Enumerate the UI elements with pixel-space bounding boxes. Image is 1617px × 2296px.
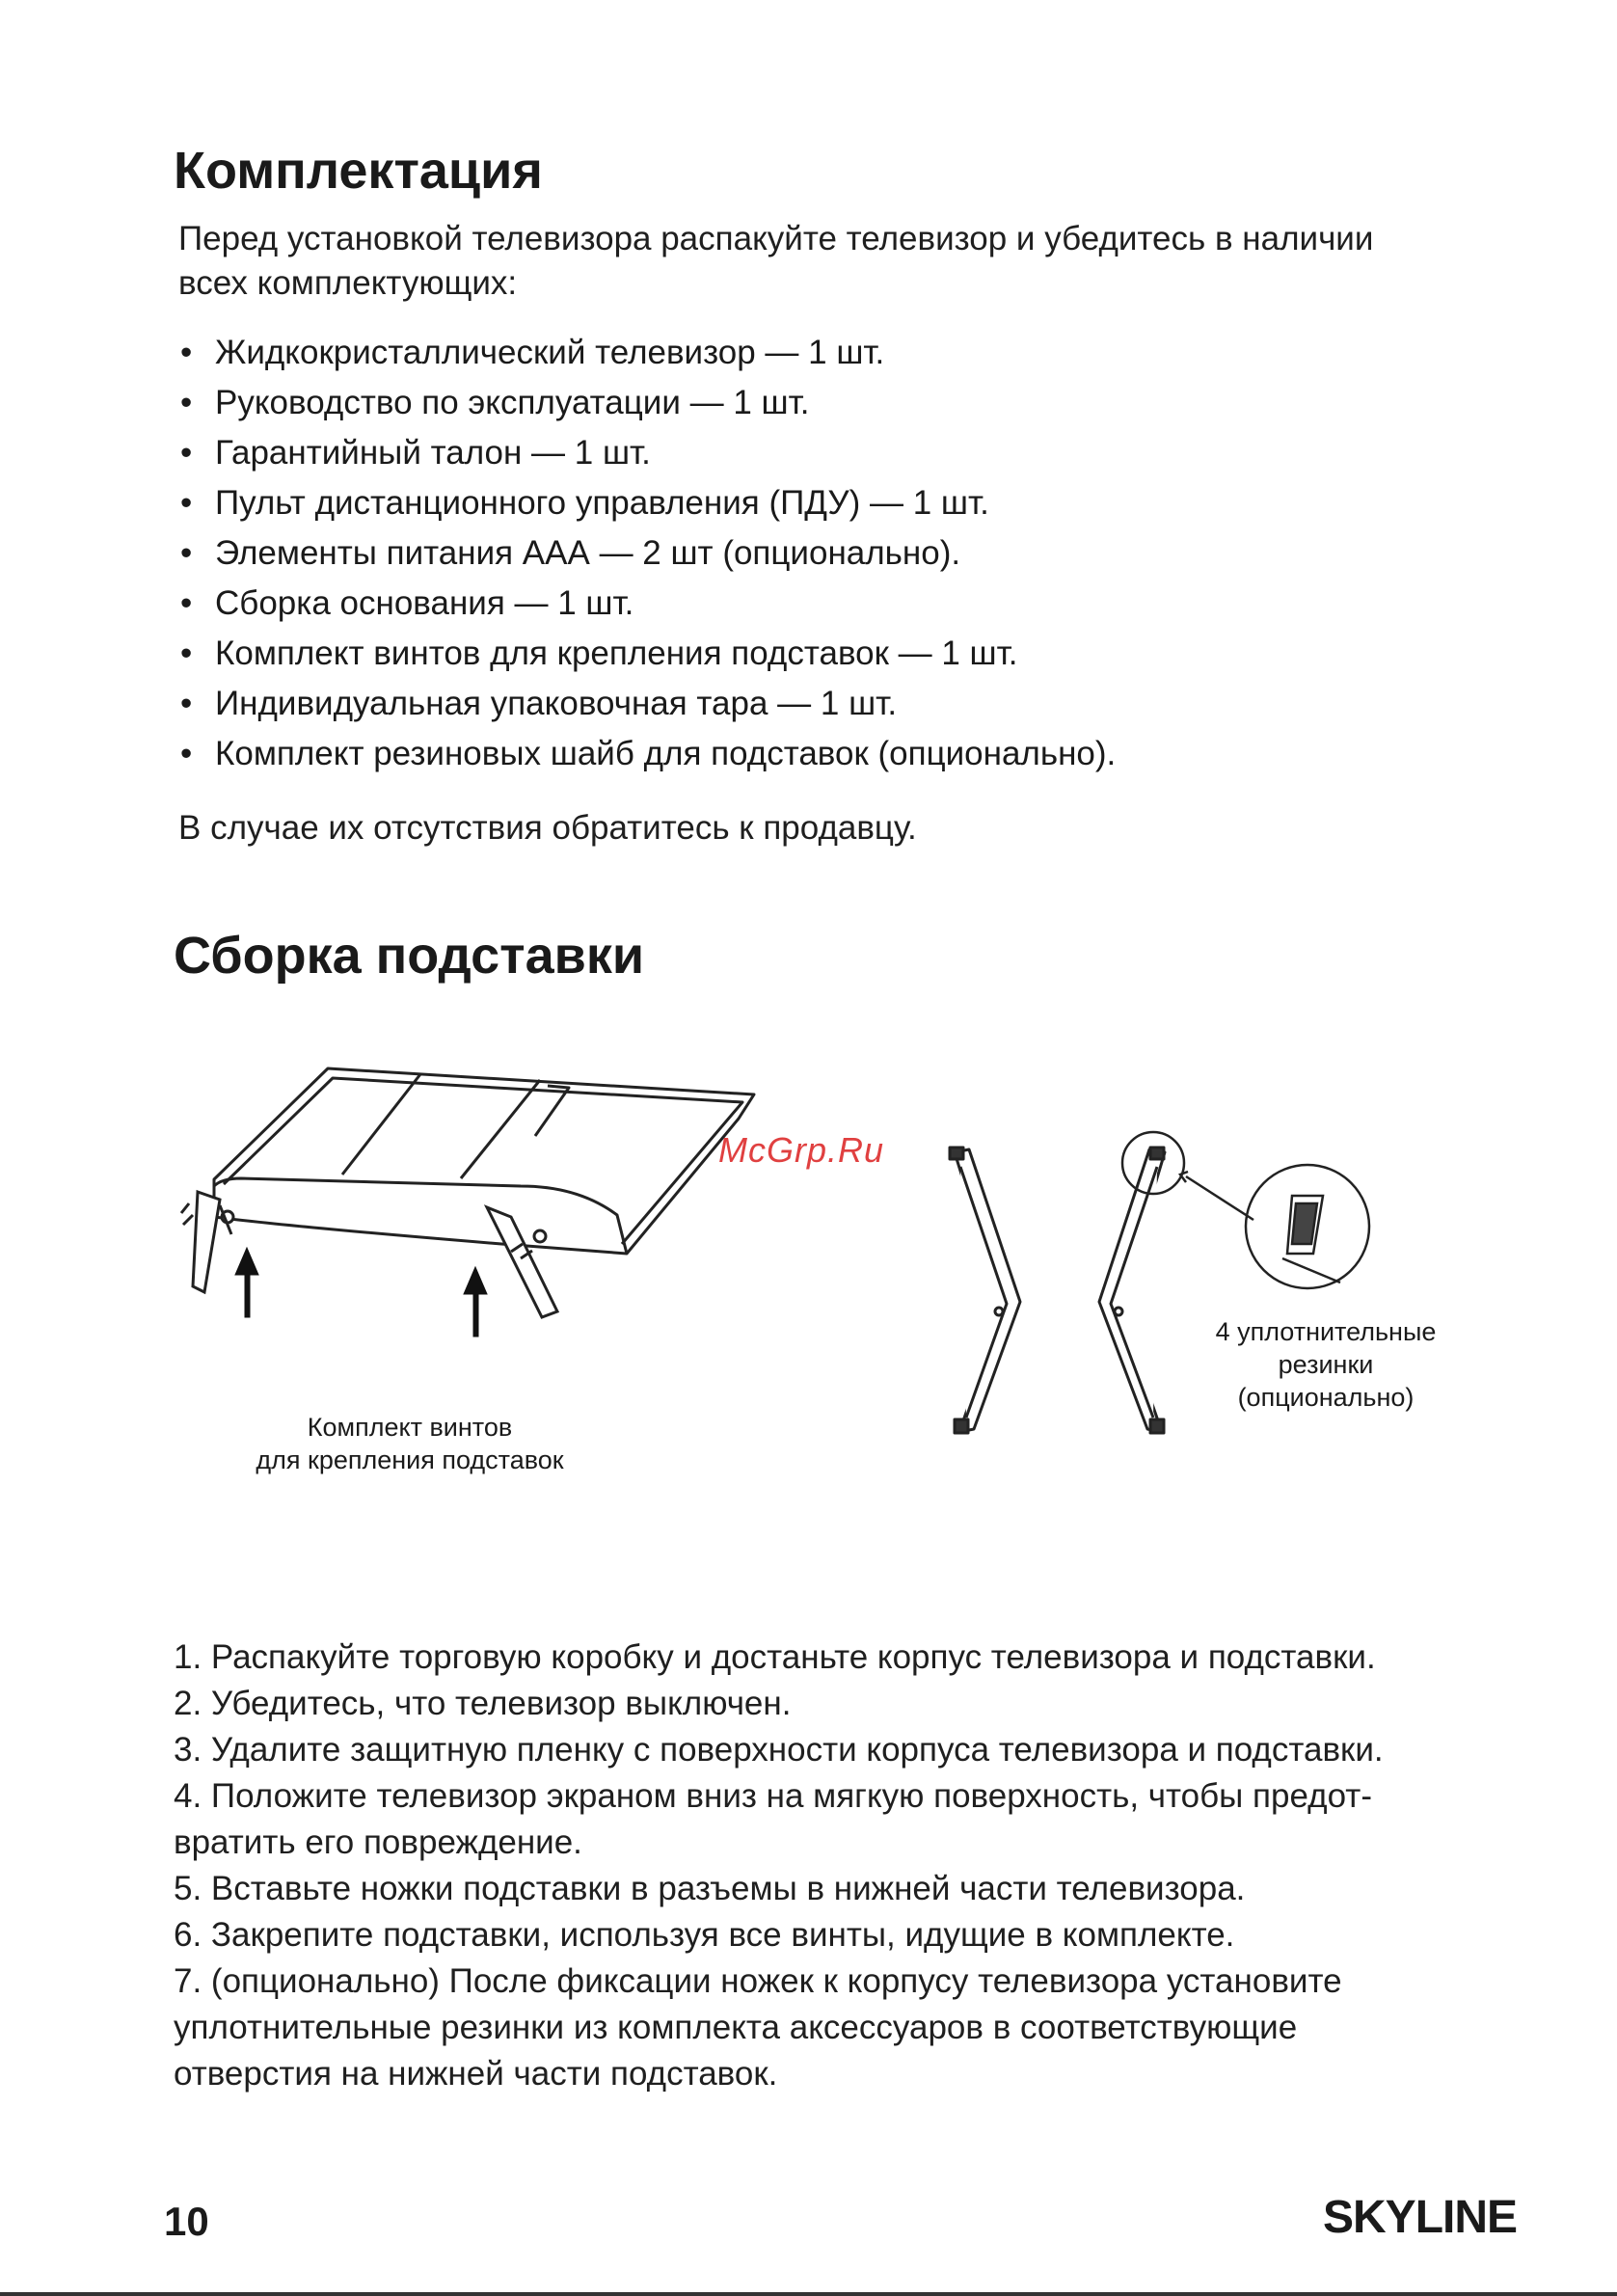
list-item: • Гарантийный талон — 1 шт.: [178, 428, 1116, 478]
bullet-icon: •: [180, 534, 193, 572]
step-line: 6. Закрепите подставки, используя все винты, идущие в комплекте.: [174, 1916, 1235, 1954]
bullet-icon: •: [180, 584, 193, 622]
intro-line-2: всех комплектующих:: [178, 264, 518, 302]
list-item: • Руководство по эксплуатации — 1 шт.: [178, 378, 1116, 428]
bullet-icon: •: [180, 334, 193, 371]
intro-line-1: Перед установкой телевизора распакуйте телевизор и убедитесь в наличии: [178, 220, 1374, 257]
bullet-icon: •: [180, 635, 193, 672]
step-line: 5. Вставьте ножки подставки в разъемы в нижней части телевизора.: [174, 1870, 1246, 1907]
section-title-stand-assembly: Сборка подставки: [174, 927, 645, 985]
list-item: • Элементы питания ААА — 2 шт (опционально).: [178, 528, 1116, 579]
missing-note: В случае их отсутствия обратитесь к продавцу.: [178, 809, 917, 847]
step-line: 4. Положите телевизор экраном вниз на мягкую поверхность, чтобы предот-: [174, 1777, 1372, 1815]
list-item: • Пульт дистанционного управления (ПДУ) — 1 шт.: [178, 478, 1116, 528]
bullet-icon: •: [180, 384, 193, 421]
step-line: 3. Удалите защитную пленку с поверхности корпуса телевизора и подставки.: [174, 1731, 1384, 1769]
bullet-icon: •: [180, 484, 193, 522]
step-line: 2. Убедитесь, что телевизор выключен.: [174, 1685, 792, 1722]
step-line: 7. (опционально) После фиксации ножек к корпусу телевизора установите: [174, 1962, 1342, 2000]
list-item: • Индивидуальная упаковочная тара — 1 шт.: [178, 679, 1116, 729]
caption-rubber-pads: 4 уплотнительные резинки (опционально): [1215, 1317, 1437, 1412]
list-item: • Комплект винтов для крепления подставок — 1 шт.: [178, 629, 1116, 679]
caption-screws: Комплект винтов для крепления подставок: [256, 1413, 564, 1474]
step-line: вратить его повреждение.: [174, 1823, 582, 1861]
bullet-icon: •: [180, 735, 193, 772]
list-item: • Жидкокристаллический телевизор — 1 шт.: [178, 328, 1116, 378]
step-line: уплотнительные резинки из комплекта аксессуаров в соответствующие: [174, 2009, 1298, 2046]
list-item: • Комплект резиновых шайб для подставок (опционально).: [178, 729, 1116, 779]
section-title-contents: Комплектация: [174, 142, 543, 200]
bullet-icon: •: [180, 434, 193, 472]
brand-logo: SKYLINE: [1323, 2192, 1518, 2243]
bullet-icon: •: [180, 685, 193, 722]
page-number: 10: [164, 2199, 209, 2244]
list-item: • Сборка основания — 1 шт.: [178, 579, 1116, 629]
step-line: отверстия на нижней части подставок.: [174, 2055, 778, 2093]
bottom-divider: [0, 2292, 1617, 2296]
step-line: 1. Распакуйте торговую коробку и достаньте корпус телевизора и подставки.: [174, 1638, 1376, 1676]
assembly-steps: [174, 1634, 1466, 2097]
watermark: McGrp.Ru: [718, 1130, 885, 1170]
